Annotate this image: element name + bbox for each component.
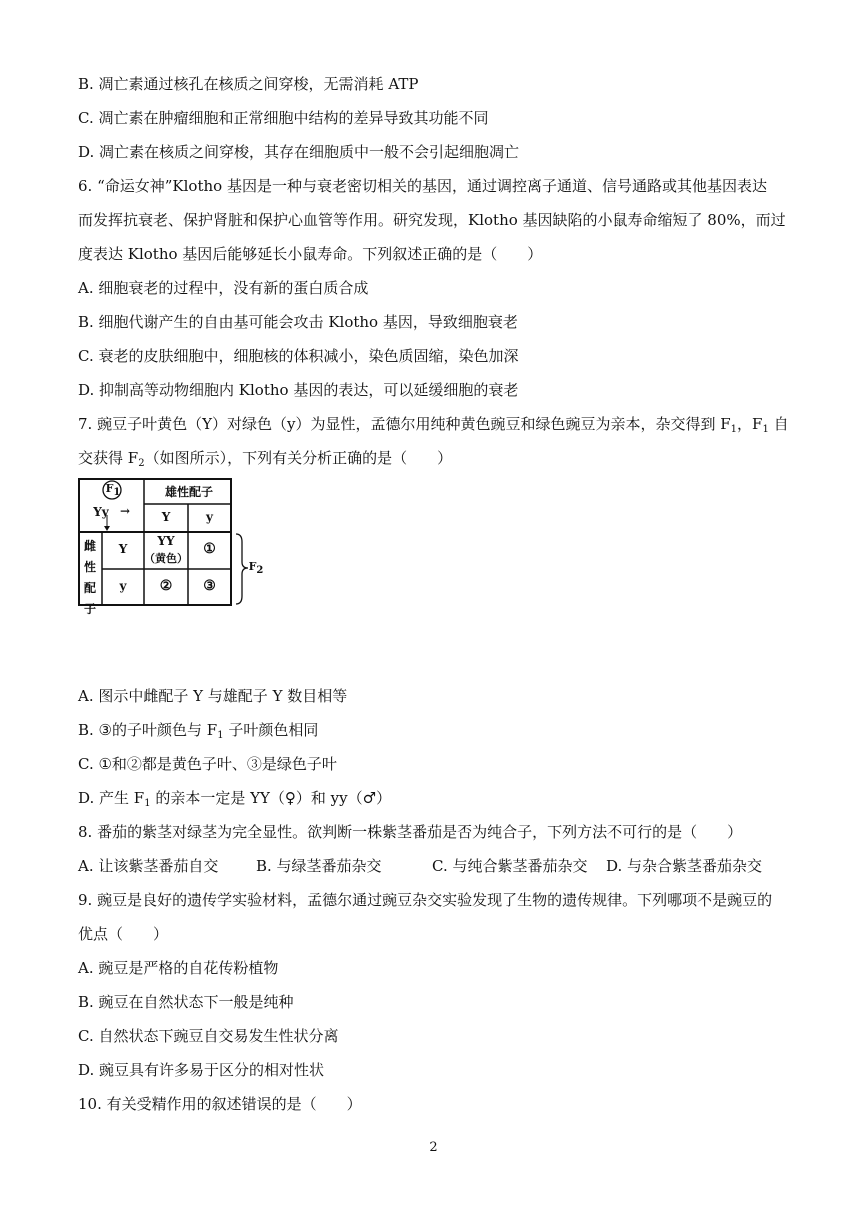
q9-stem-line-2: 优点（ ） — [78, 925, 169, 943]
q8-option-d: D. 与杂合紫茎番茄杂交 — [606, 857, 763, 875]
q7-option-d: D. 产生 $F_1$ 的亲本一定是 YY（♀）和 yy（♂） — [78, 789, 392, 809]
page-number: 2 — [429, 1140, 438, 1155]
q9-option-c: C. 自然状态下豌豆自交易发生性状分离 — [78, 1027, 339, 1045]
q8-option-c: C. 与纯合紫茎番茄杂交 — [432, 857, 588, 875]
q9-option-b: B. 豌豆在自然状态下一般是纯种 — [78, 993, 294, 1011]
q6-stem-line-3: 度表达 Klotho 基因后能够延长小鼠寿命。下列叙述正确的是（ ） — [78, 245, 543, 263]
f2-label: $F_2$ — [248, 560, 264, 576]
q5-option-d: D. 凋亡素在核质之间穿梭，其存在细胞质中一般不会引起细胞凋亡 — [78, 143, 520, 161]
cell-1: ① — [203, 541, 216, 557]
punnett-square-figure — [78, 478, 268, 616]
cell-YY: YY — [157, 534, 175, 548]
q7-option-b: B. ③的子叶颜色与 $F_1$ 子叶颜色相同 — [78, 721, 319, 741]
cell-YY-note: （黄色） — [144, 552, 188, 565]
male-gametes-header: 雄性配子 — [164, 485, 213, 499]
q6-stem-line-1: 6. “命运女神”Klotho 基因是一种与衰老密切相关的基因，通过调控离子通道、信号通路或其他基因表达 — [78, 177, 767, 195]
q8-stem: 8. 番茄的紫茎对绿茎为完全显性。欲判断一株紫茎番茄是否为纯合子，下列方法不可行的是（ ） — [78, 823, 743, 841]
q7-option-c: C. ①和②都是黄色子叶、③是绿色子叶 — [78, 755, 337, 773]
q6-stem-line-2: 而发挥抗衰老、保护肾脏和保护心血管等作用。研究发现，Klotho 基因缺陷的小鼠寿命缩短了 80%，而过 — [78, 211, 786, 229]
parent-genotype: Yy — [93, 505, 109, 519]
q6-option-b: B. 细胞代谢产生的自由基可能会攻击 Klotho 基因，导致细胞衰老 — [78, 313, 518, 331]
q6-option-a: A. 细胞衰老的过程中，没有新的蛋白质合成 — [78, 279, 369, 297]
cell-3: ③ — [203, 578, 216, 594]
q6-option-d: D. 抑制高等动物细胞内 Klotho 基因的表达，可以延缓细胞的衰老 — [78, 381, 519, 399]
q9-option-a: A. 豌豆是严格的自花传粉植物 — [78, 959, 279, 977]
female-gamete-y: y — [119, 579, 127, 593]
q6-option-c: C. 衰老的皮肤细胞中，细胞核的体积减小，染色质固缩，染色加深 — [78, 347, 519, 365]
q8-option-a: A. 让该紫茎番茄自交 — [78, 857, 219, 875]
q5-option-b: B. 凋亡素通过核孔在核质之间穿梭，无需消耗 ATP — [78, 75, 419, 93]
q7-option-a: A. 图示中雌配子 Y 与雄配子 Y 数目相等 — [78, 687, 348, 705]
female-gametes-header: 雌性配子 — [83, 539, 96, 616]
male-gamete-Y: Y — [161, 510, 171, 524]
cell-2: ② — [159, 578, 173, 594]
q7-stem-line-2: 交获得 $F_2$（如图所示），下列有关分析正确的是（ ） — [78, 449, 453, 469]
q9-stem-line-1: 9. 豌豆是良好的遗传学实验材料，孟德尔通过豌豆杂交实验发现了生物的遗传规律。下列哪项不是豌豆的 — [78, 891, 773, 909]
q8-option-b: B. 与绿茎番茄杂交 — [256, 857, 382, 875]
female-gamete-Y: Y — [118, 542, 128, 556]
q7-stem-line-1: 7. 豌豆子叶黄色（Y）对绿色（y）为显性，孟德尔用纯种黄色豌豆和绿色豌豆为亲本，杂交得到 $F_1$，$F_1$ 自 — [78, 415, 789, 435]
q9-option-d: D. 豌豆具有许多易于区分的相对性状 — [78, 1061, 325, 1079]
arrow-right-icon: → — [119, 504, 131, 518]
q5-option-c: C. 凋亡素在肿瘤细胞和正常细胞中结构的差异导致其功能不同 — [78, 109, 489, 127]
male-gamete-y: y — [206, 510, 213, 524]
f1-label: $F_1$ — [105, 482, 121, 498]
q10-stem: 10. 有关受精作用的叙述错误的是（ ） — [78, 1095, 362, 1113]
